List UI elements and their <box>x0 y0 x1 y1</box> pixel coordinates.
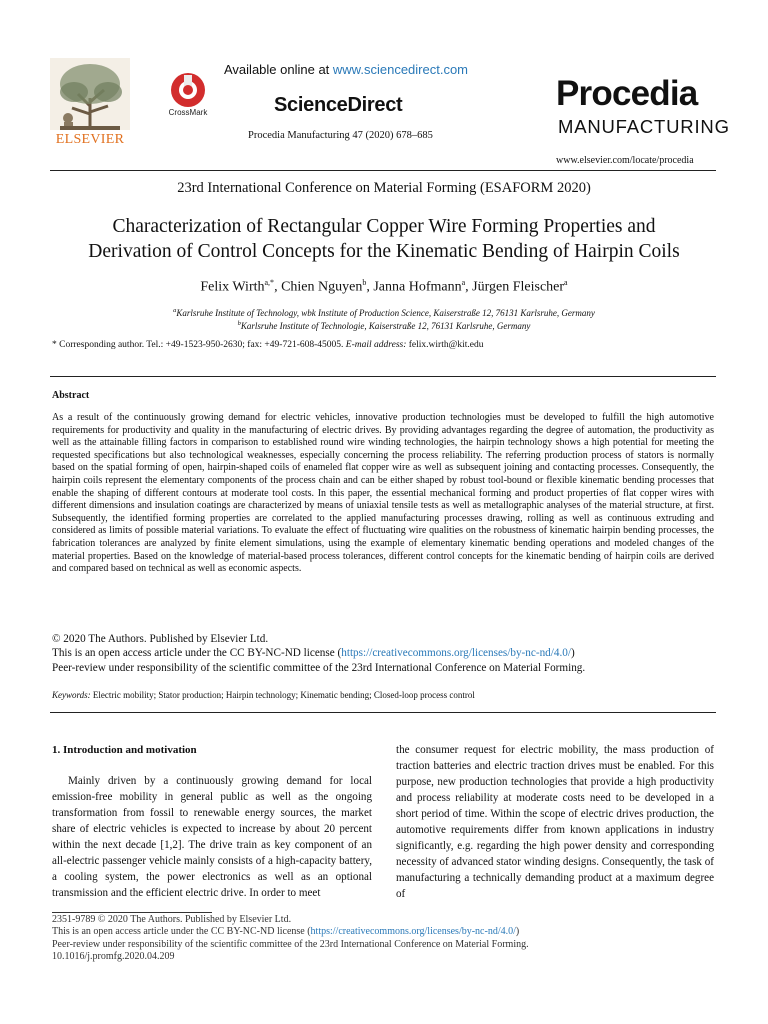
affiliation-b: $^b$Karlsruhe Institute of Technologie, Kaiserstraße 12, 76131 Karlsruhe, Germany <box>237 320 531 331</box>
journal-citation: Procedia Manufacturing 47 (2020) 678–685 <box>248 130 433 141</box>
keywords-rule <box>50 712 716 713</box>
footer-block: 2351-9789 © 2020 The Authors. Published by Elsevier Ltd. This is an open access article under the CC BY-NC-ND license (https://creativecommons.org/licenses/by-nc-nd/4.0/) Peer-review under responsibility of the scientific committee of the 23rd International Conference on Material Forming. 10.1016/j.promfg.2020.04.209 <box>52 914 716 964</box>
header-rule <box>50 170 716 171</box>
crossmark-label: CrossMark <box>168 108 208 117</box>
body-column-right: the consumer request for electric mobility, the mass production of traction batteries and electric traction drives must be enabled. For this purpose, new production technologies that provide a high productivity and process reliability at moderate costs need to be developed in a short period of time. Within the scope of electric drives production, the automotive requirements differ from known applications in industry significantly, e.g. regarding the high power density and corresponding necessity of advanced stator winding designs. Consequently, the task of manufacturing a technically demanding product at a maximum degree of <box>396 744 714 900</box>
license-link[interactable]: https://creativecommons.org/licenses/by-nc-nd/4.0/ <box>341 647 571 660</box>
sciencedirect-link[interactable]: www.sciencedirect.com <box>332 62 469 77</box>
corresponding-author: * Corresponding author. Tel.: +49-1523-950-2630; fax: +49-721-608-45005. E-mail address: felix.wirth@kit.edu <box>52 340 484 350</box>
footer-license-link[interactable]: https://creativecommons.org/licenses/by-nc-nd/4.0/ <box>310 926 516 938</box>
keywords: Keywords: Electric mobility; Stator production; Hairpin technology; Kinematic bending; Closed-loop process control <box>52 690 475 700</box>
available-online-line: Available online at www.sciencedirect.com <box>224 62 469 77</box>
conference-name: 23rd International Conference on Material Forming (ESAFORM 2020) <box>177 180 591 196</box>
author-name: Jürgen Fleischer <box>472 279 565 295</box>
copyright-block: © 2020 The Authors. Published by Elsevier Ltd. This is an open access article under the CC BY-NC-ND license (https://creativecommons.org/licenses/by-nc-nd/4.0/) Peer-review under responsibility of the scientific committee of the 23rd International Conference on Material Forming. <box>52 633 586 674</box>
paper-title: Characterization of Rectangular Copper Wire Forming Properties and Derivation of Control Concepts for the Kinematic Bending of Hairpin Coils <box>88 216 680 262</box>
author-name: Janna Hofmann <box>373 279 462 295</box>
section-heading: 1. Introduction and motivation <box>52 744 197 756</box>
abstract-body: As a result of the continuously growing demand for electric vehicles, innovative production technologies must be developed to fulfill the high automotive requirements for productivity and quality in the manufacturing of electric drives. By providing advantages regarding the degree of automation, the productivity as well as the attainable filling factors in comparison to established round wire winding technologies, the hairpin technology shows a high potential for meeting the requested specifications but also technological weaknesses, especially concerning the process reliability. The referring production process of stators is normally based on the spatial forming of open, hairpin-shaped coils of enameled flat copper wire as well as subsequent joining and contacting processes. Consequently, the hairpin coils represent the elementary components of the process chain and can be either shaped by robust tool-bound or flexible kinematic bending processes that enable the shaping of different contours at moderate tool costs. In this paper, the essential mechanical forming and product properties of flat copper wires with different dimensions and insulation coatings are characterized by means of uniaxial tensile tests as well as metallographic analyses of the material structure, at first. Subsequently, the identified forming properties are correlated to the applied manufacturing processes drawing, rolling as well as continuous extruding and considered as limits of possible material variations. To evaluate the effect of fluctuating wire qualities on the robustness of kinematic hairpin bending processes, the fabrication tolerances are analyzed by finite element simulations, using the example of elementary kinematic bending operations and modeled changes of the material properties. Based on the knowledge of material-based process tolerances, different control concepts for the kinematic bending of hairpin coils are derived and compared based on technical as well as economic aspects. <box>52 412 714 575</box>
manufacturing-wordmark: MANUFACTURING <box>558 116 730 137</box>
body-column-left: Mainly driven by a continuously growing demand for local emission-free mobility in general public as well as the ongoing transformation from fossil to renewable energy sources, the market share of electric vehicles is expected to increase by about 20 percent within the next decade [1,2]. The drive train as key component of an all-electric passenger vehicle mainly consists of a high-capacity battery, a cooling system, the power electronics as well as an optional transmission and the efficient electric drive. In order to meet <box>52 775 372 899</box>
email-link[interactable]: felix.wirth@kit.edu <box>406 340 484 350</box>
affiliation-a: $^a$Karlsruhe Institute of Technology, wbk Institute of Production Science, Kaiserstraße 12, 76131 Karlsruhe, Germany <box>173 307 595 318</box>
elsevier-wordmark: ELSEVIER <box>55 132 125 147</box>
author-name: Felix Wirth <box>200 279 265 295</box>
author-name: Chien Nguyen <box>281 279 363 295</box>
procedia-wordmark: Procedia <box>556 74 698 113</box>
author-list: Felix Wirth$^{a,*}$, Chien Nguyen$^b$, Janna Hofmann$^a$, Jürgen Fleischer$^a$ <box>200 278 568 295</box>
doi[interactable]: 10.1016/j.promfg.2020.04.209 <box>52 951 175 963</box>
abstract-rule <box>50 376 716 377</box>
abstract-heading: Abstract <box>52 390 90 401</box>
footer-rule <box>52 912 212 913</box>
elsevier-url[interactable]: www.elsevier.com/locate/procedia <box>556 155 694 166</box>
sciencedirect-title: ScienceDirect <box>274 94 403 116</box>
